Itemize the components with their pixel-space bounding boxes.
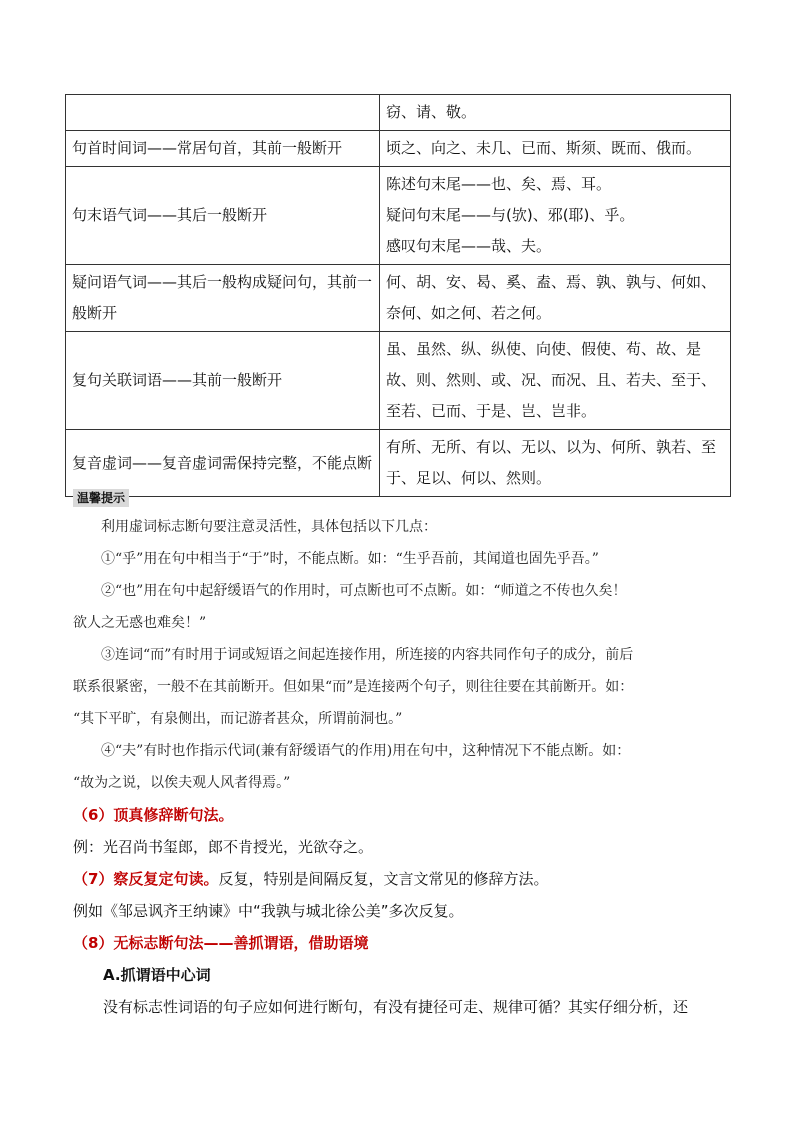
tip-point-3-line-3: “其下平旷，有泉侧出，而记游者甚众，所谓前洞也。” <box>73 711 403 727</box>
table-cell-line: 有所、无所、有以、无以、以为、何所、孰若、至于、足以、何以、然则。 <box>386 438 717 487</box>
section-a-text: 没有标志性词语的句子应如何进行断句，有没有捷径可走、规律可循？其实仔细分析，还 <box>103 998 689 1016</box>
table-cell-words <box>380 430 731 497</box>
table-cell-line: 顷之、向之、未几、已而、斯须、既而、俄而。 <box>386 139 702 157</box>
table-row <box>66 430 731 497</box>
table-cell-category: 句首时间词——常居句首，其前一般断开 <box>66 131 380 167</box>
table-cell-words <box>380 265 731 332</box>
table-cell-line: 陈述句末尾——也、矣、焉、耳。 <box>386 175 612 193</box>
section-a-heading: A.抓谓语中心词 <box>103 966 211 984</box>
table-row <box>66 95 731 131</box>
table-cell-category: 复句关联词语——其前一般断开 <box>66 332 380 430</box>
table-cell-words <box>380 95 731 131</box>
table-row <box>66 332 731 430</box>
tip-point-1: ①“乎”用在句中相当于“于”时，不能点断。如：“生乎吾前，其闻道也固先乎吾。” <box>101 551 599 567</box>
table-row <box>66 265 731 332</box>
section-7-text: 反复，特别是间隔反复，文言文常见的修辞方法。 <box>218 870 549 888</box>
section-6-example: 例：光召尚书玺郎，郎不肯授光，光欲夺之。 <box>73 838 374 856</box>
table-cell-line: 感叹句末尾——哉、夫。 <box>386 237 552 255</box>
section-8-heading: （8）无标志断句法——善抓谓语，借助语境 <box>73 934 369 952</box>
tip-point-4-line-1: ④“夫”有时也作指示代词(兼有舒缓语气的作用)用在句中，这种情况下不能点断。如： <box>101 743 631 759</box>
section-a-title <box>73 964 733 986</box>
table-cell-category: 句末语气词——其后一般断开 <box>66 167 380 265</box>
tip-intro: 利用虚词标志断句要注意灵活性，具体包括以下几点： <box>101 519 437 535</box>
tip-point-4-line-2: “故为之说，以俟夫观人风者得焉。” <box>73 775 291 791</box>
table-cell-line: 窃、请、敬。 <box>386 103 477 121</box>
table-cell-line: 疑问句末尾——与(欤)、邪(耶)、乎。 <box>386 206 635 224</box>
tip-point-2-line-1: ②“也”用在句中起舒缓语气的作用时，可点断也可不点断。如：“师道之不传也久矣！ <box>101 583 627 599</box>
table-cell-words <box>380 332 731 430</box>
table-cell-line: 虽、虽然、纵、纵使、向使、假使、苟、故、是故、则、然则、或、况、而况、且、若夫、至于、至若、已而、于是、岂、岂非。 <box>386 340 717 420</box>
table-cell-category: 复音虚词——复音虚词需保持完整，不能点断 <box>66 430 380 497</box>
section-6-title <box>73 804 733 826</box>
function-word-table <box>65 94 731 497</box>
table-row <box>66 131 731 167</box>
tip-point-2-line-2: 欲人之无惑也难矣！” <box>73 615 207 631</box>
tip-point-3-line-2: 联系很紧密，一般不在其前断开。但如果“而”是连接两个句子，则往往要在其前断开。如： <box>73 679 634 695</box>
table-cell-category: 疑问语气词——其后一般构成疑问句，其前一般断开 <box>66 265 380 332</box>
tip-badge: 温馨提示 <box>73 489 129 507</box>
tip-point-3-line-1: ③连词“而”有时用于词或短语之间起连接作用，所连接的内容共同作句子的成分，前后 <box>101 647 634 663</box>
table-cell-category <box>66 95 380 131</box>
table-row <box>66 167 731 265</box>
section-7-line <box>73 868 733 890</box>
section-6-heading: （6）顶真修辞断句法。 <box>73 806 234 824</box>
table-cell-words <box>380 131 731 167</box>
section-7-heading: （7）察反复定句读。 <box>73 870 219 888</box>
table-cell-line: 何、胡、安、曷、奚、盍、焉、孰、孰与、何如、奈何、如之何、若之何。 <box>386 273 717 322</box>
table-cell-words <box>380 167 731 265</box>
section-7-example: 例如《邹忌讽齐王纳谏》中“我孰与城北徐公美”多次反复。 <box>73 902 464 920</box>
section-8-title <box>73 932 733 954</box>
